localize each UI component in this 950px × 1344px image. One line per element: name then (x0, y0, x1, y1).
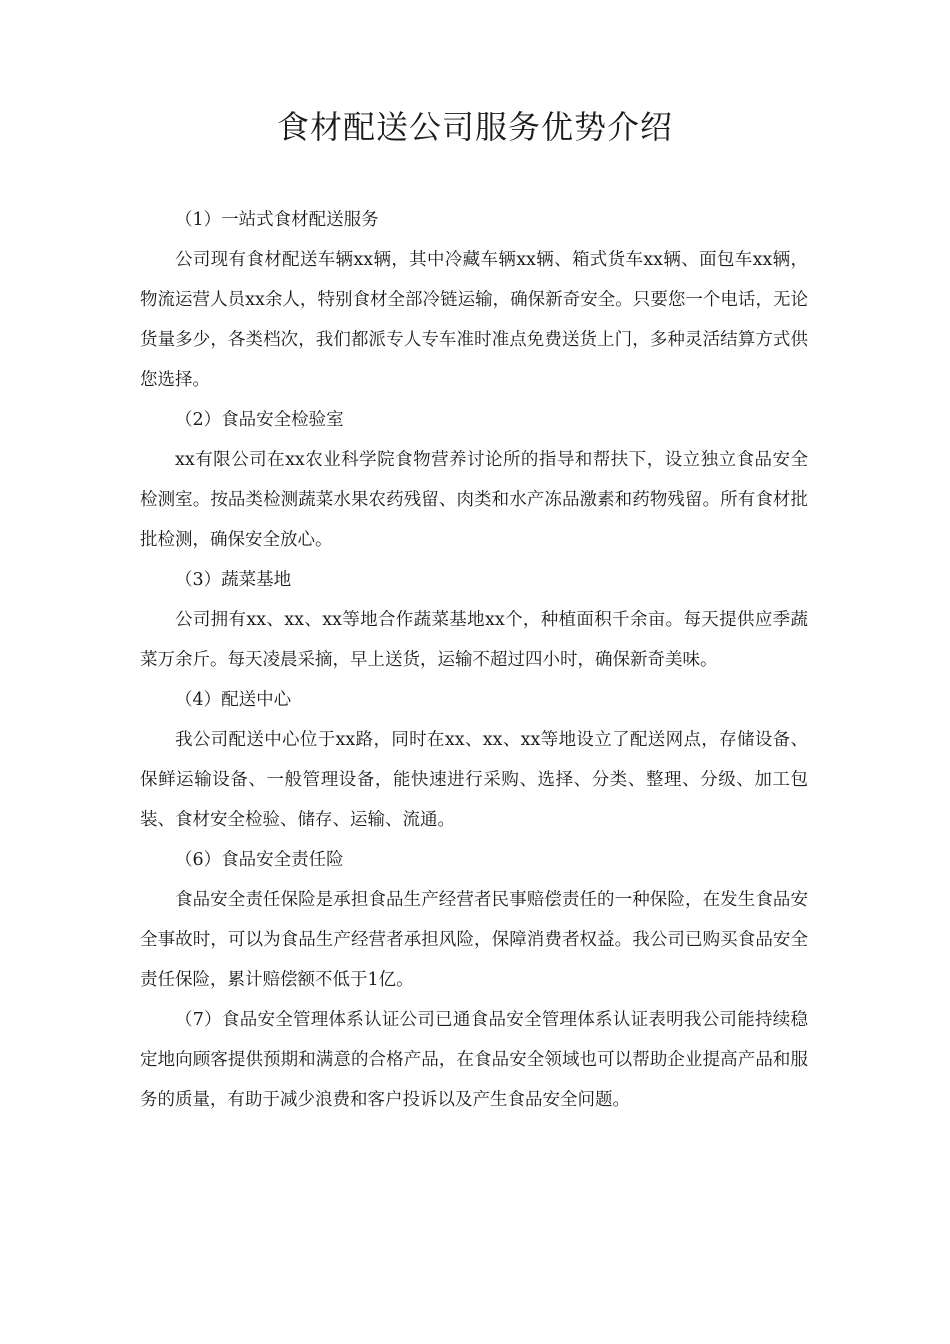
section-text-6: 食品安全责任保险是承担食品生产经营者民事赔偿责任的一种保险，在发生食品安全事故时，可以为食品生产经营者承担风险，保障消费者权益。我公司已购买食品安全责任保险，累计赔偿额不低于1亿。 (140, 890, 808, 990)
section-text-2: xx有限公司在xx农业科学院食物营养讨论所的指导和帮扶下，设立独立食品安全检测室。按品类检测蔬菜水果农药残留、肉类和水产冻品激素和药物残留。所有食材批批检测，确保安全放心。 (140, 450, 808, 550)
section-text-1: 公司现有食材配送车辆xx辆，其中冷藏车辆xx辆、箱式货车xx辆、面包车xx辆，物流运营人员xx余人，特别食材全部冷链运输，确保新奇安全。只要您一个电话，无论货量多少，各类档次，我们都派专人专车准时准点免费送货上门，多种灵活结算方式供您选择。 (140, 250, 808, 390)
section-text-4: 我公司配送中心位于xx路，同时在xx、xx、xx等地设立了配送网点，存储设备、保鲜运输设备、一般管理设备，能快速进行采购、选择、分类、整理、分级、加工包装、食材安全检验、储存、运输、流通。 (140, 730, 808, 830)
document-body (140, 200, 808, 1120)
section-heading-2: （2）食品安全检验室 (175, 410, 344, 430)
section-heading-4: （4）配送中心 (175, 690, 292, 710)
section-text-3: 公司拥有xx、xx、xx等地合作蔬菜基地xx个，种植面积千余亩。每天提供应季蔬菜万余斤。每天凌晨采摘，早上送货，运输不超过四小时，确保新奇美味。 (140, 610, 808, 670)
section-heading-1: （1）一站式食材配送服务 (175, 210, 379, 230)
section-text-7: （7）食品安全管理体系认证公司已通食品安全管理体系认证表明我公司能持续稳定地向顾客提供预期和满意的合格产品，在食品安全领域也可以帮助企业提高产品和服务的质量，有助于减少浪费和客户投诉以及产生食品安全问题。 (140, 1010, 808, 1110)
section-heading-3: （3）蔬菜基地 (175, 570, 292, 590)
document-title: 食材配送公司服务优势介绍 (276, 108, 673, 146)
section-heading-6: （6）食品安全责任险 (175, 850, 344, 870)
